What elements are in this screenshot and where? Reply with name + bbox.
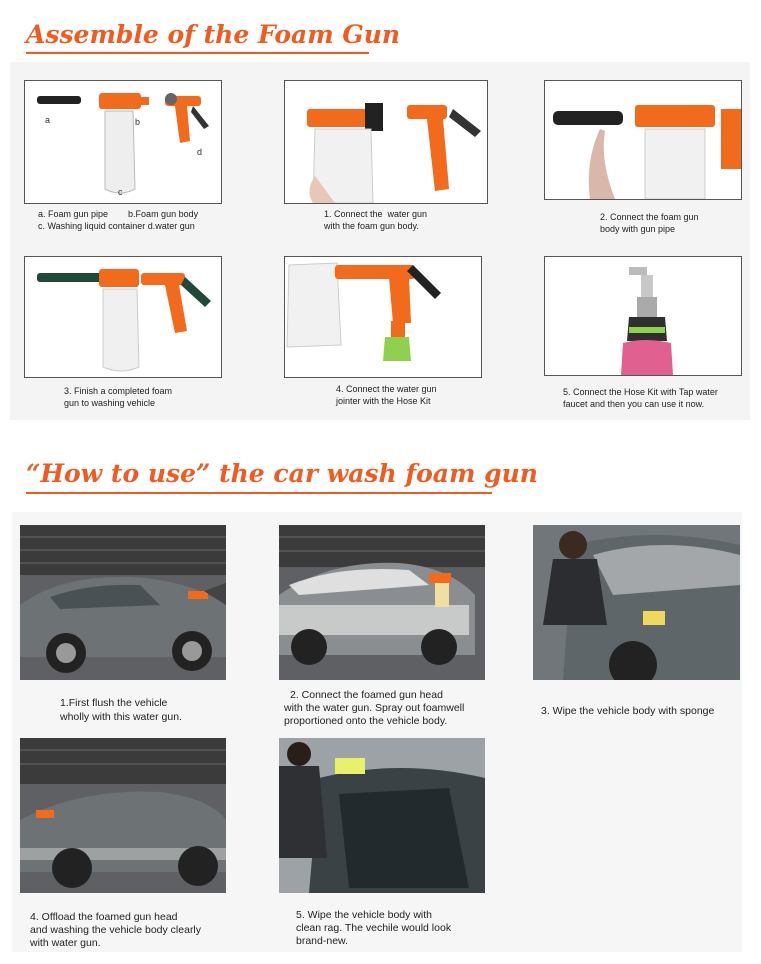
usage-step2-line1: 2. Connect the foamed gun head	[290, 689, 443, 701]
assembly-panel-step3	[24, 256, 222, 378]
usage-step3-line1: 3. Wipe the vehicle body with sponge	[541, 705, 715, 717]
washing-liquid-container	[105, 111, 135, 193]
part-label-a: a	[45, 115, 51, 125]
caption-step3-line2: gun to washing vehicle	[64, 398, 156, 408]
foam-gun-body	[99, 93, 141, 109]
usage-step2-line2: with the water gun. Spray out foamwell	[284, 702, 465, 714]
usage-title-underline	[26, 492, 492, 494]
parts-illustration	[25, 81, 221, 203]
usage-photo-sponge	[533, 525, 740, 680]
caption-parts-line1: a. Foam gun pipe b.Foam gun body	[38, 209, 199, 219]
assembly-panel-step2	[544, 80, 742, 200]
usage-step1-line2: wholly with this water gun.	[60, 711, 182, 723]
usage-step5-line2: clean rag. The vechile would look	[296, 922, 452, 934]
assembly-title-underline	[26, 52, 369, 54]
usage-step1-line1: 1.First flush the vehicle	[60, 697, 168, 709]
usage-title: “How to use” the car wash foam gun	[26, 459, 538, 488]
caption-step5-line2: faucet and then you can use it now.	[563, 399, 705, 409]
caption-parts-line2: c. Washing liquid container d.water gun	[38, 221, 195, 231]
part-label-c: c	[118, 187, 123, 197]
assembly-panel-step4	[284, 256, 482, 378]
usage-step5-line3: brand-new.	[296, 935, 348, 947]
caption-step2-line1: 2. Connect the foam gun	[600, 212, 699, 222]
usage-step5-line1: 5. Wipe the vehicle body with	[296, 909, 432, 921]
usage-photo-foam	[279, 525, 485, 680]
caption-step5-line1: 5. Connect the Hose Kit with Tap water	[563, 387, 718, 397]
usage-step4-line3: with water gun.	[30, 937, 101, 949]
usage-photo-rag	[279, 738, 485, 893]
assembly-title: Assemble of the Foam Gun	[26, 20, 401, 49]
part-label-d: d	[197, 147, 203, 157]
caption-step4-line1: 4. Connect the water gun	[336, 384, 437, 394]
assembly-panel-step5	[544, 256, 742, 376]
caption-step2-line2: body with gun pipe	[600, 224, 676, 234]
usage-photo-flush	[20, 525, 226, 680]
foam-gun-pipe	[37, 96, 81, 104]
caption-step4-line2: jointer with the Hose Kit	[336, 396, 431, 406]
usage-step4-line1: 4. Offload the foamed gun head	[30, 911, 178, 923]
caption-step1-line1: 1. Connect the water gun	[324, 209, 428, 219]
assembly-panel-parts	[24, 80, 222, 204]
usage-photo-rinse	[20, 738, 226, 893]
part-label-b: b	[135, 117, 141, 127]
usage-step2-line3: proportioned onto the vehicle body.	[284, 715, 448, 727]
caption-step3-line1: 3. Finish a completed foam	[64, 386, 173, 396]
assembly-panel-step1	[284, 80, 488, 204]
caption-step1-line2: with the foam gun body.	[324, 221, 419, 231]
usage-step4-line2: and washing the vehicle body clearly	[30, 924, 202, 936]
